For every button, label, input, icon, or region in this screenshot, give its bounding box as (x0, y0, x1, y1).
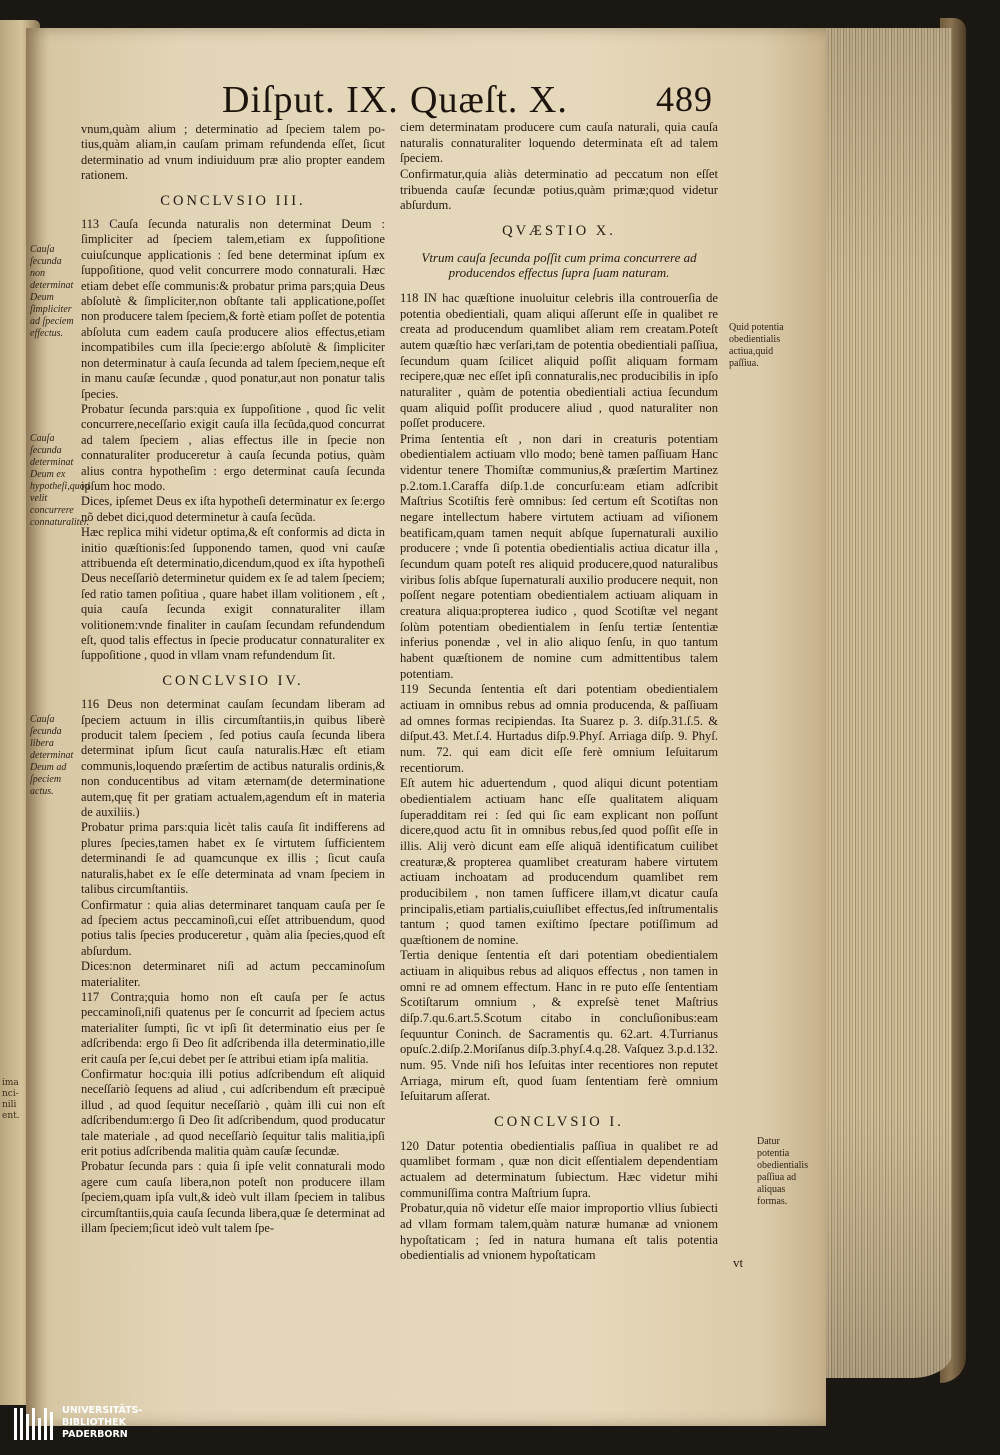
question-heading: QVÆSTIO X. (502, 222, 616, 239)
paragraph: 117 Contra;quia homo non eſt cauſa per ſe actus peccaminoſi,niſi quatenus per ſe concurrit ad ſpeciem actus materialiter ſumpti, ſic vt ipſi ſit determinatio eius per ſe adſcribenda: ergo ſi Deo ſit adſcribenda illa determinatio,ille erit cauſa per ſe,cui debet per ſe attribui etiam ipſa malitia. (81, 989, 385, 1066)
catchword: vt (733, 1255, 744, 1270)
library-logo-text: UNIVERSITÄTS- BIBLIOTHEK PADERBORN (62, 1405, 143, 1440)
conclusion-heading: CONCLVSIO I. (494, 1114, 624, 1131)
paragraph: vnum,quàm alium ; determinatio ad ſpeciem talem po-tius,quàm aliam,in cauſam primam refundenda eſſet, ſicut determinatio ad vnum indiuiduum præ alio propter eandem rationem. (81, 122, 385, 183)
paragraph: 119 Secunda ſententia eſt dari potentiam obedientialem actiuam in omnibus rebus ad omnia producenda, & paſſiuam ad omnes formas recipiendas. Ita Suarez p. 3. diſp.31.ſ.5. & diſput.43. Met.ſ.4. Hurtadus diſp.9.Phyſ. Arriaga diſp. 9. Phyſ. num. 72. qui eam dicit eſſe ferè omnium Ieſuitarum recentiorum. (400, 682, 718, 775)
paragraph: Probatur,quia nõ videtur eſſe maior improportio vllius ſubiecti ad vllam formam talem,quàm naturæ humanæ ad vnionem hypoſtaticam ; ſed in natura humana eſt talis potentia obedientialis ad vnionem hypoſtaticam (400, 1201, 718, 1263)
paragraph: Confirmatur,quia aliàs determinatio ad peccatum non eſſet tribuenda cauſæ ſecundæ potius,quàm primæ;quod videtur abſurdum. (400, 166, 718, 213)
conclusion-heading: CONCLVSIO IV. (162, 672, 304, 689)
paragraph: Hæc replica mihi videtur optima,& eſt conformis ad dicta in initio quæſtionis:ſed ſupponendo tamen, quod vni cauſæ attribuenda eſt determinatio,dicendum,quod ex iſta hypotheſi Deus neceſſariò determinetur quidem ex ſe ad talem ſpeciem; ſed ratio tamen poſitiua , quare habet illam volitionem , eſt , quia cauſa ſecunda exigit connaturaliter illam volitionem:vnde finaliter in cauſam ſecundam refundendum eſt, quod talis effectus in ſpecie producatur connaturaliter ex ſuppoſitione , quod in vllam vnam refundendum ſit. (81, 525, 385, 663)
paragraph: Prima ſententia eſt , non dari in creaturis potentiam obedientialem actiuam vllo modo; benè tamen paſſiuam Hanc videntur tenere Thomiſtæ communius,& præſertim Martinez p.2.tom.1.Caraffa diſp.1.de concurſu:eam etiam adſcribit Maſtrius Scotiſtis ferè omnibus: ſed certum eſt Scotiſtas non negare intellectum habere virtutem actiuam ad viſionem beatificam,quam tamen nequit abſque ſupernaturali auxilio producere ; vnde ſi potentia obedientialis actiua dicatur illa , ſecundum quam poteſt res aliquid producere,quod naturalibus viribus ſolis abſque ſupernaturali auxilio producere nequit, non poſſent negare potentiam obedientialem actiuam aliquam in creatura aliqua:propterea iudico , quod Scotiſtæ vel negant ſolùm potentiam obedientialem in ſenſu tertiæ ſententiæ inferius ponendæ , vel in alio aliquo ſenſu, in quo tantum habent quæſtionem de nomine cum admittentibus talem potentiam. (400, 431, 718, 681)
paragraph: Probatur ſecunda pars:quia ex ſuppoſitione , quod ſic velit concurrere,neceſſario exigit cauſa illa ſecũda,quod concurrat ad talem ſpeciem , alias effectus ille in ſpecie non connaturaliter produceretur à cauſa ſecunda potius, quàm alius contra hypotheſim : ergo determinat cauſa ſecunda ipſum hoc modo. (81, 401, 385, 493)
margin-note: Cauſa ſecunda determinat Deum ex hypotheſi,quod velit concurrere connaturaliter. (30, 433, 90, 528)
left-text-column (81, 122, 385, 1236)
paragraph: Probatur ſecunda pars : quia ſi ipſe velit connaturali modo agere cum cauſa libera,non poteſt non producere illam ſpeciem,quam ipſa vult,& ideò vult illam ſpeciem in talibus circumſtantiis,quia cauſa ſecunda libera,quæ ſe determinat ad illam ſpeciem;ſicut ideò vult talem ſpe- (81, 1159, 385, 1236)
library-logo-icon (12, 1406, 62, 1442)
conclusion-heading: CONCLVSIO III. (160, 192, 306, 209)
paragraph: 116 Deus non determinat cauſam ſecundam liberam ad ſpeciem actuum in illis circumſtantiis,in quibus liberè producit talem ſpeciem , ſed potius cauſa ſecunda libera determinat ipſum ſicut cauſa naturalis.Hæc eſt etiam communis,loquendo præſertim de actibus naturalis ordinis,& non conducentibus ad vitam æternam(de determinatione autem,quę fit per gratiam actualem,agendum eſt in materia de auxiliis.) (81, 697, 385, 820)
paragraph: Confirmatur hoc:quia illi potius adſcribendum eſt aliquid neceſſariò ſequens ad aliud , cui adſcribendum eſt præcipuè illud , ad quod ſequitur neceſſariò , quàm illi cui non eſt adſcribendum:ergo ſi Deo ſit adſcribendum, quod producatur tale materiale , ad quod neceſſariò ſequitur talis malitia,ipſi erit potius adſcribenda malitia quàm cauſæ ſecundæ. (81, 1066, 385, 1158)
margin-note: Cauſa ſecunda non determinat Deum ſimpliciter ad ſpeciem effectus. (30, 244, 74, 339)
question-title: Vtrum cauſa ſecunda poſſit cum prima concurrere ad producendos effectus ſupra ſuam naturam. (421, 249, 697, 281)
paragraph: Tertia denique ſententia eſt dari potentiam obedientialem actiuam in aliquibus rebus ad aliquos effectus , non tamen in omni re ad omnem effectum. Hanc in re puto eſſe ſententiam Scotiſtarum omnium , & expreſsè tenet Maſtrius diſp.7.qu.6.art.5.Scotum citabo in concluſionibus:eam ſequuntur Coninch. de Sacramentis qu. 62.art. 4.Turrianus opuſc.2.diſp.2.Moriſanus diſp.3.phyſ.4.q.28. Vaſquez 3.p.d.132. num. 95. Vnde niſi hos Ieſuitas inter recentiores non reputet Arriaga, mirum eſt, quod ſuam ſententiam ferè omnium Ieſuitarum aſſerat. (400, 948, 718, 1104)
paragraph: Dices, ipſemet Deus ex iſta hypotheſi determinatur ex ſe:ergo nõ debet dici,quod determinetur à cauſa ſecũda. (81, 494, 385, 524)
paragraph: Confirmatur : quia alias determinaret tanquam cauſa per ſe ad ſpeciem actus peccaminoſi,cui eſſet attribuendum, quod potius talis ſpecies produceretur , quàm alia ſpecies,quod eſt abſurdum. (81, 897, 385, 958)
paragraph: 120 Datur potentia obedientialis paſſiua in qualibet re ad quamlibet formam , quæ non dicit eſſentialem dependentiam actualem ad determinatum ſubiectum. Hæc videtur mihi communiſſima contra Maſtrium ſupra. (400, 1138, 718, 1200)
page-number: 489 (656, 79, 713, 119)
running-head-question: Quæſt. X. (410, 79, 568, 121)
margin-note: Quid potentia obedientialis actiua,quid paſſiua. (729, 322, 784, 369)
paragraph: Eſt autem hic aduertendum , quod aliqui dicunt potentiam obedientialem actiuam hanc eſſe qualitatem aliquam ſuperadditam rei : ſed qui ſic eam explicant non poſſunt dicere,quod actu ſit in omnibus rebus,ſed quod poſſit eſſe in illis. Alij verò dicunt eam eſſe aliquã identificatum cuilibet creaturæ,& propterea quamlibet creaturam habere virtutem actiuam inchoatam ad producendum quamlibet rem producibilem , non tamen ſufficere illam,vt dicatur cauſa principalis,etiam partialis,cuiuſlibet effectus,ſed inſtrumentalis tantum ; quod tamen exiſtimo ſpectare potiſſimum ad quæſtionem de nomine. (400, 776, 718, 947)
library-logo (12, 1402, 152, 1448)
paragraph: ciem determinatam producere cum cauſa naturali, quia cauſa naturalis connaturaliter loquendo determinata eſt ad talem ſpeciem. (400, 120, 718, 166)
facing-page-margin-text: ima nci- nili ent. (2, 1078, 20, 1121)
margin-note: Cauſa ſecunda libera determinat Deum ad ſpeciem actus. (30, 714, 74, 797)
right-text-column (400, 120, 718, 1264)
running-head-disputation: Diſput. IX. (222, 79, 399, 121)
paragraph: Probatur prima pars:quia licèt talis cauſa ſit indifferens ad plures ſpecies,tamen habet ex ſe virtutem ſufficientem determinandi ſe ad quamcunque ex illis ; ſicut cauſa naturalis,habet ex ſe eſſe determinata ad vnam ſpeciem in talibus circumſtantiis. (81, 820, 385, 897)
paragraph: Dices:non determinaret niſi ad actum peccaminoſum materialiter. (81, 959, 385, 989)
paragraph: 118 IN hac quæſtione inuoluitur celebris illa controuerſia de potentia obedientiali, quam aliqui aſſerunt eſſe in qualibet re creata ad producendum quamlibet aliam rem creatam.Poteſt autem quæſtio hæc verſari,tam de potentia obedientiali paſſiua, ſecundum quam ſcilicet aliquid poſſit aliquam formam recipere,quæ nec eſſet ipſi connaturalis,nec producibilis in ipſo naturaliter , quàm de potentia obedientiali actiua ſecundum quam aliquid poſſit producere aliud , quod naturaliter non poſſet producere. (400, 290, 718, 431)
paragraph: 113 Cauſa ſecunda naturalis non determinat Deum : ſimpliciter ad ſpeciem talem,etiam ex ſuppoſitione cuiuſcunque applicationis : ſed bene determinat ipſum ex ſuppoſitione, quod velit concurrere modo connaturali. Hæc etiam debet eſſe communis:& probatur prima pars;quia Deus abſolutè & ſimpliciter,non obſtante tali applicatione,poſſet non producere talem ſpeciem,& fortè etiam poſſet de potentia abſoluta cum eadem cauſa producere alios effectus,etiam incompatibiles cum illa ſpecie:ergo abſolutè & ſimpliciter non determinatur à cauſa ſecunda ad talem ſpeciem,neque eſt in manu cauſæ ſecundæ , quod ponatur,aut non ponatur talis ſpecies. (81, 217, 385, 401)
page-block-shade (820, 28, 952, 1378)
margin-note: Datur potentia obedientialis paſſiua ad aliquas formas. (757, 1136, 809, 1207)
